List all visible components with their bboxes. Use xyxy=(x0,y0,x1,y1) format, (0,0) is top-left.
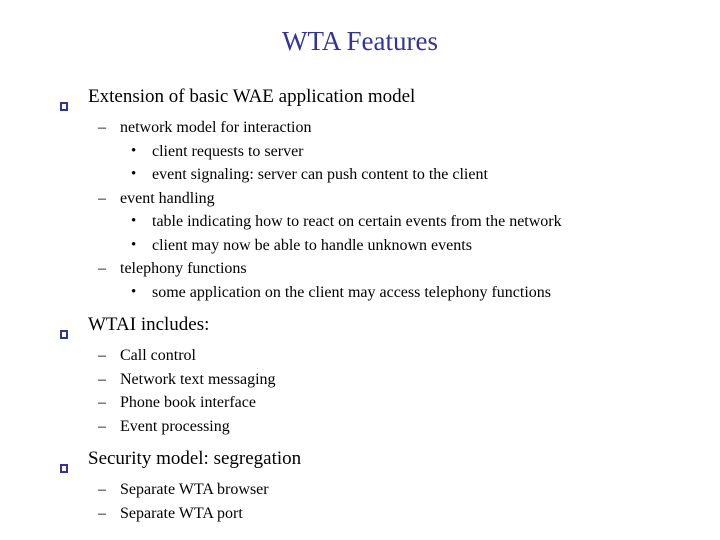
dot-marker: • xyxy=(131,236,137,253)
slide-content xyxy=(0,84,720,525)
bullet-level3 xyxy=(0,140,720,164)
bullet-level2 xyxy=(0,344,720,368)
bullet-level1-text: Security model: segregation xyxy=(88,448,302,469)
dash-marker: – xyxy=(98,417,106,435)
square-bullet-icon xyxy=(60,321,68,330)
dot-marker: • xyxy=(131,283,137,300)
bullet-level1-text: Extension of basic WAE application model xyxy=(88,86,416,107)
bullet-level2 xyxy=(0,478,720,502)
bullet-level3 xyxy=(0,234,720,258)
bullet-level2 xyxy=(0,257,720,281)
dash-marker: – xyxy=(98,370,106,388)
bullet-level2-text: Separate WTA browser xyxy=(120,481,269,498)
bullet-level2 xyxy=(0,187,720,211)
bullet-level3 xyxy=(0,281,720,305)
bullet-level3-text: client requests to server xyxy=(152,142,304,160)
bullet-level3-text: some application on the client may access telephony functions xyxy=(152,283,551,301)
dash-marker: – xyxy=(98,394,106,411)
dash-marker: – xyxy=(98,504,106,522)
bullet-level2 xyxy=(0,502,720,526)
bullet-level2-text: telephony functions xyxy=(120,260,247,277)
bullet-level3-text: client may now be able to handle unknown events xyxy=(152,236,472,254)
dash-marker: – xyxy=(98,260,106,277)
square-bullet-icon xyxy=(60,93,68,102)
bullet-level2-text: Event processing xyxy=(120,417,230,435)
bullet-level2-text: Phone book interface xyxy=(120,394,256,411)
bullet-level3 xyxy=(0,210,720,234)
bullet-level2 xyxy=(0,415,720,439)
dash-marker: – xyxy=(98,347,106,364)
dot-marker: • xyxy=(131,142,137,159)
bullet-level1 xyxy=(0,446,720,472)
bullet-level2-text: Network text messaging xyxy=(120,370,276,388)
slide-title: WTA Features xyxy=(281,26,439,56)
bullet-level3-text: event signaling: server can push content to the client xyxy=(152,166,488,183)
dash-marker: – xyxy=(98,119,106,136)
bullet-level2-text: Call control xyxy=(120,347,196,364)
dot-marker: • xyxy=(131,213,137,229)
bullet-level2 xyxy=(0,368,720,392)
dot-marker: • xyxy=(131,166,137,182)
square-bullet-icon xyxy=(60,455,68,464)
bullet-level3-text: table indicating how to react on certain events from the network xyxy=(152,213,562,230)
bullet-level2-text: network model for interaction xyxy=(120,119,312,136)
bullet-level1-text: WTAI includes: xyxy=(88,314,210,335)
dash-marker: – xyxy=(98,189,106,207)
bullet-level1 xyxy=(0,84,720,110)
dash-marker: – xyxy=(98,481,106,498)
bullet-level2 xyxy=(0,116,720,140)
bullet-level2-text: event handling xyxy=(120,189,215,207)
bullet-level1 xyxy=(0,312,720,338)
bullet-level2 xyxy=(0,391,720,415)
bullet-level3 xyxy=(0,163,720,187)
bullet-level2-text: Separate WTA port xyxy=(120,504,243,522)
